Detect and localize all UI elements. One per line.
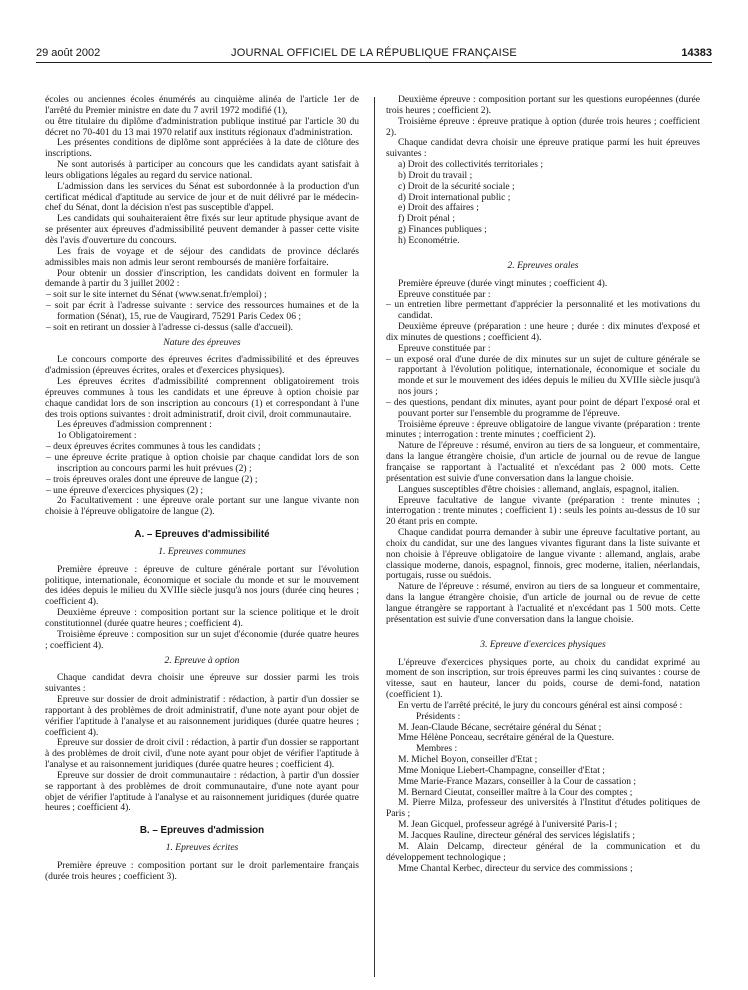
jury-member: M. Michel Boyon, conseiller d'Etat ; (398, 754, 538, 766)
paragraph: Epreuve constituée par : (398, 288, 491, 300)
jury-member: Mme Marie-France Mazars, conseiller à la Cour de cassation ; (398, 775, 637, 787)
jury-member: M. Jean-Claude Bécane, secrétaire général du Sénat ; (398, 721, 602, 733)
jury-member: M. Pierre Milza, professeur des universités à l'Institut d'études politiques de Paris ; (386, 797, 700, 820)
paragraph: Troisième épreuve : composition sur un sujet d'économie (durée quatre heures ; coefficient 4). (45, 628, 359, 651)
paragraph: Première épreuve : composition portant sur le droit parlementaire français (durée trois heures ; coefficient 3). (45, 860, 359, 882)
section-heading: Nature des épreuves (163, 336, 241, 348)
list-item: d) Droit international public ; (398, 191, 511, 203)
jury-member: M. Jacques Rauline, directeur général des services législatifs ; (398, 830, 635, 841)
paragraph: Les épreuves écrites d'admissibilité comprennent obligatoirement trois épreuves communes à tous les candidats et une épreuve à option choisie par chaque candidat lors de son inscription au concours (1) et correspondant à l'une des trois options suivantes : droit administratif, droit civil, droit communautaire. (45, 376, 359, 420)
right-column (386, 95, 700, 874)
list-item: 1o Obligatoirement : (57, 430, 137, 442)
jury-member: M. Jean Gicquel, professeur agrégé à l'université Paris-I ; (398, 819, 618, 831)
list-item: g) Finances publiques ; (398, 224, 487, 236)
paragraph: Les frais de voyage et de séjour des candidats de province déclarés admissibles mais non admis leur seront remboursés de manière forfaitaire. (45, 245, 359, 268)
list-item: h) Econométrie. (398, 234, 460, 246)
section-heading: B. – Epreuves d'admission (139, 825, 265, 837)
list-item: – un entretien libre permettant d'apprécier la personnalité et les motivations du candidat. (386, 299, 700, 322)
paragraph: Première épreuve : épreuve de culture générale portant sur l'évolution politique, internationale, économique et sociale du monde et sur le mouvement des idées depuis le milieu du XVIIIe siècle jusqu'à nos jours (durée cinq heures ; coefficient 4). (45, 563, 359, 608)
paragraph: Ne sont autorisés à participer au concours que les candidats ayant satisfait à leurs obligations légales au regard du service national. (45, 159, 359, 181)
paragraph: Première épreuve (durée vingt minutes ; coefficient 4). (398, 277, 608, 289)
paragraph: Chaque candidat devra choisir une épreuve pratique parmi les huit épreuves suivantes : (386, 137, 700, 160)
header-title: JOURNAL OFFICIEL DE LA RÉPUBLIQUE FRANÇAISE (231, 47, 517, 59)
paragraph: Nature de l'épreuve : résumé, environ au tiers de sa longueur, et commentaire, dans la langue étrangère choisie, d'un article de journal ou de revue de langue française se rapportant à l'actualité et n'excédant pas 2 000 mots. Cette présentation est suivie d'une conversation dans la langue choisie. (386, 440, 700, 484)
jury-member: M. Bernard Cieutat, conseiller maître à la Cour des comptes ; (398, 786, 633, 798)
subsection-heading: 1. Epreuves écrites (165, 842, 239, 854)
paragraph: Chaque candidat pourra demander à subir une épreuve facultative portant, au choix du candidat, sur une des langues vivantes figurant dans la liste suivante et non choisie à l'épreuve obligatoire de langue vivante : allemand, anglais, arabe classique moderne, danois, espagnol, finnois, grec moderne, italien, néerlandais, portugais, russe ou suédois. (386, 527, 700, 582)
subsection-heading: 2. Epreuve à option (164, 654, 240, 666)
header-rule (36, 62, 712, 63)
list-label: Présidents : (416, 710, 461, 722)
subsection-heading: 2. Epreuves orales (507, 259, 579, 271)
paragraph: Les présentes conditions de diplôme sont appréciées à la date de clôture des inscriptions. (45, 137, 359, 160)
paragraph: Les épreuves d'admission comprennent : (57, 419, 212, 431)
paragraph: En vertu de l'arrêté précité, le jury du concours général est ainsi composé : (398, 699, 683, 711)
paragraph: ou être titulaire du diplôme d'administration publique institué par l'article 30 du décret no 70-401 du 13 mai 1970 relatif aux instituts régionaux d'administration. (45, 115, 359, 138)
list-label: Membres : (416, 743, 458, 755)
section-heading: A. – Epreuves d'admissibilité (134, 529, 270, 541)
paragraph: Troisième épreuve : épreuve pratique à option (durée trois heures ; coefficient 2). (386, 115, 700, 138)
page-number: 14383 (681, 47, 712, 59)
list-item: – soit sur le site internet du Sénat (www.senat.fr/emploi) ; (46, 289, 267, 301)
column-divider (374, 97, 375, 977)
jury-member: Mme Hélène Ponceau, secrétaire général de la Questure. (398, 732, 615, 744)
list-item: b) Droit du travail ; (398, 169, 473, 181)
subsection-heading: 3. Epreuve d'exercices physiques (480, 638, 606, 650)
list-item: f) Droit pénal ; (398, 213, 455, 225)
header-date: 29 août 2002 (36, 47, 101, 59)
list-item: – une épreuve écrite pratique à option choisie par chaque candidat lors de son inscription au concours parmi les huit prévues (2) ; (46, 452, 359, 474)
paragraph: Les candidats qui souhaiteraient être fixés sur leur aptitude physique avant de se présenter aux épreuves d'admissibilité peuvent demander à passer cette visite dès l'avis d'ouverture du concours. (45, 213, 359, 246)
paragraph: Chaque candidat devra choisir une épreuve sur dossier parmi les trois suivantes : (45, 672, 359, 695)
paragraph: Deuxième épreuve : composition portant sur les questions européennes (durée trois heures ; coefficient 2). (386, 94, 700, 116)
paragraph: Nature de l'épreuve : résumé, environ au tiers de sa longueur et commentaire, dans la langue étrangère choisie, d'un article de journal ou de revue de cette langue étrangère se rapportant à l'actualité et n'excédant pas 1 500 mots. Cette présentation est suivie d'une conversation dans la langue choisie. (386, 581, 700, 625)
list-item: – trois épreuves orales dont une épreuve de langue (2) ; (46, 473, 258, 485)
subsection-heading: 1. Epreuves communes (158, 545, 246, 557)
paragraph: Pour obtenir un dossier d'inscription, les candidats doivent en formuler la demande à partir du 3 juillet 2002 : (45, 267, 359, 290)
paragraph: Epreuve constituée par : (398, 342, 491, 354)
list-item: – des questions, pendant dix minutes, ayant pour point de départ l'exposé oral et pouvant porter sur l'ensemble du programme de l'épreuve. (386, 396, 700, 419)
list-item: – soit en retirant un dossier à l'adresse ci-dessus (salle d'accueil). (46, 321, 294, 333)
paragraph: Epreuve sur dossier de droit civil : rédaction, à partir d'un dossier se rapportant à des problèmes de droit civil, d'une note ayant pour objet de vérifier l'aptitude à l'analyse et au raisonnement juridiques (durée quatre heures ; coefficient 4). (45, 737, 359, 771)
list-item: 2o Facultativement : une épreuve orale portant sur une langue vivante non choisie à l'épreuve obligatoire de langue (2). (45, 495, 359, 518)
paragraph: écoles ou anciennes écoles énumérés au cinquième alinéa de l'article 1er de l'arrêté du Premier ministre en date du 7 avril 1972 modifié (1), (45, 94, 359, 116)
jury-member: M. Alain Delcamp, directeur général de la communication et du développement technologique ; (386, 840, 700, 863)
paragraph: Epreuve sur dossier de droit communautaire : rédaction, à partir d'un dossier se rapportant à des problèmes de droit communautaire, d'une note ayant pour objet de vérifier l'aptitude à l'analyse et au raisonnement juridiques (durée quatre heures ; coefficient 4). (45, 769, 359, 814)
paragraph: Deuxième épreuve : composition portant sur la science politique et le droit constitutionnel (durée quatre heures ; coefficient 4). (45, 607, 359, 629)
jury-member: Mme Chantal Kerbec, directeur du service des commissions ; (398, 862, 633, 874)
paragraph: Epreuve facultative de langue vivante (préparation : trente minutes ; interrogation : trente minutes ; coefficient 1) : seuls les points au-dessus de 10 sur 20 étant pris en compte. (386, 494, 700, 528)
list-item: e) Droit des affaires ; (398, 202, 479, 214)
list-item: – un exposé oral d'une durée de dix minutes sur un sujet de culture générale se rapportant à l'évolution politique, internationale, économique et sociale du monde et sur le mouvement des idées depuis le milieu du XVIIIe siècle jusqu'à nos jours ; (386, 353, 700, 398)
list-item: a) Droit des collectivités territoriales ; (398, 159, 544, 171)
paragraph: L'admission dans les services du Sénat est subordonnée à la production d'un certificat médical d'aptitude au service de jour et de nuit délivré par le médecin-chef du Sénat, dont la décision n'est pas susceptible d'appel. (45, 180, 359, 214)
paragraph: Langues susceptibles d'être choisies : allemand, anglais, espagnol, italien. (398, 483, 680, 495)
jury-member: Mme Monique Liebert-Champagne, conseiller d'Etat ; (398, 764, 605, 776)
list-item: c) Droit de la sécurité sociale ; (398, 180, 515, 192)
paragraph: Troisième épreuve : épreuve obligatoire de langue vivante (préparation : trente minutes ; interrogation : trente minutes ; coefficient 2). (386, 418, 700, 441)
list-item: – une épreuve d'exercices physiques (2) ; (46, 484, 204, 496)
paragraph: Epreuve sur dossier de droit administratif : rédaction, à partir d'un dossier se rapportant à des problèmes de droit administratif, d'une note ayant pour objet de vérifier l'aptitude à l'analyse et au raisonnement juridiques (durée quatre heures ; coefficient 4). (45, 694, 359, 738)
paragraph: L'épreuve d'exercices physiques porte, au choix du candidat exprimé au moment de son inscription, sur trois épreuves parmi les cinq suivantes : course de vitesse, saut en hauteur, lancer du poids, course de demi-fond, natation (coefficient 1). (386, 656, 700, 701)
list-item: – deux épreuves écrites communes à tous les candidats ; (46, 441, 261, 453)
paragraph: Le concours comporte des épreuves écrites d'admissibilité et des épreuves d'admission (épreuves écrites, orales et d'exercices physiques). (45, 354, 359, 377)
left-column (45, 95, 359, 883)
paragraph: Deuxième épreuve (préparation : une heure ; durée : dix minutes d'exposé et dix minutes de questions ; coefficient 4). (386, 321, 700, 343)
page-header (36, 46, 712, 60)
list-item: – soit par écrit à l'adresse suivante : service des ressources humaines et de la formation (Sénat), 15, rue de Vaugirard, 75291 Paris Cedex 06 ; (46, 300, 359, 322)
